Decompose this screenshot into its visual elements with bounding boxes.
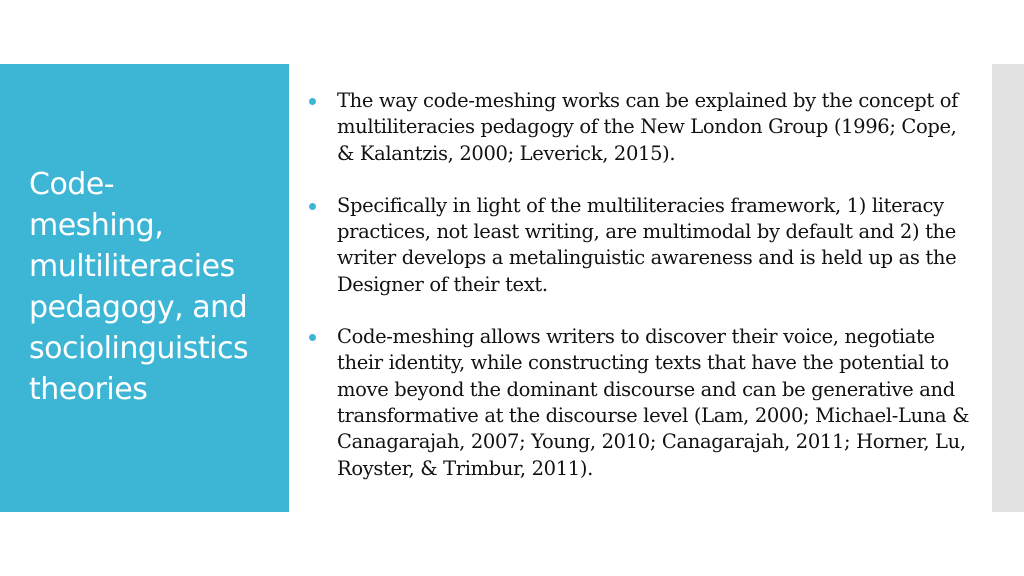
bullet-list (306, 88, 978, 508)
slide-title (29, 164, 279, 410)
bullet-text: The way code-meshing works can be explained by the concept of multiliteracies pedagogy of the New London Group (1996; Cope, & Kalantzis, 2000; Leverick, 2015). (337, 89, 959, 165)
bullet-item (306, 324, 978, 482)
slide-title-line: multiliteracies (29, 249, 235, 284)
slide-title-line: sociolinguistics (29, 331, 249, 366)
bullet-item (306, 88, 978, 167)
slide-title-line: meshing, (29, 208, 164, 243)
bullet-text: Specifically in light of the multiliteracies framework, 1) literacy practices, not least writing, are multimodal by default and 2) the writer develops a metalinguistic awareness and is held up as the Designer of their text. (337, 193, 957, 296)
bullet-item (306, 193, 978, 298)
bullet-text: Code-meshing allows writers to discover their voice, negotiate their identity, while constructing texts that have the potential to move beyond the dominant discourse and can be generative and transformative at the discourse level (Lam, 2000; Michael-Luna & Canagarajah, 2007; Young, 2010; Canagarajah, 2011; Horner, Lu, Royster, & Trimbur, 2011). (337, 325, 970, 480)
slide-title-line: theories (29, 372, 148, 407)
side-bar (992, 64, 1024, 512)
slide-title-line: pedagogy, and (29, 290, 248, 325)
bullet-dot-icon (309, 203, 316, 210)
slide-title-line: Code- (29, 167, 115, 202)
bullet-dot-icon (309, 334, 316, 341)
bullet-dot-icon (309, 98, 316, 105)
